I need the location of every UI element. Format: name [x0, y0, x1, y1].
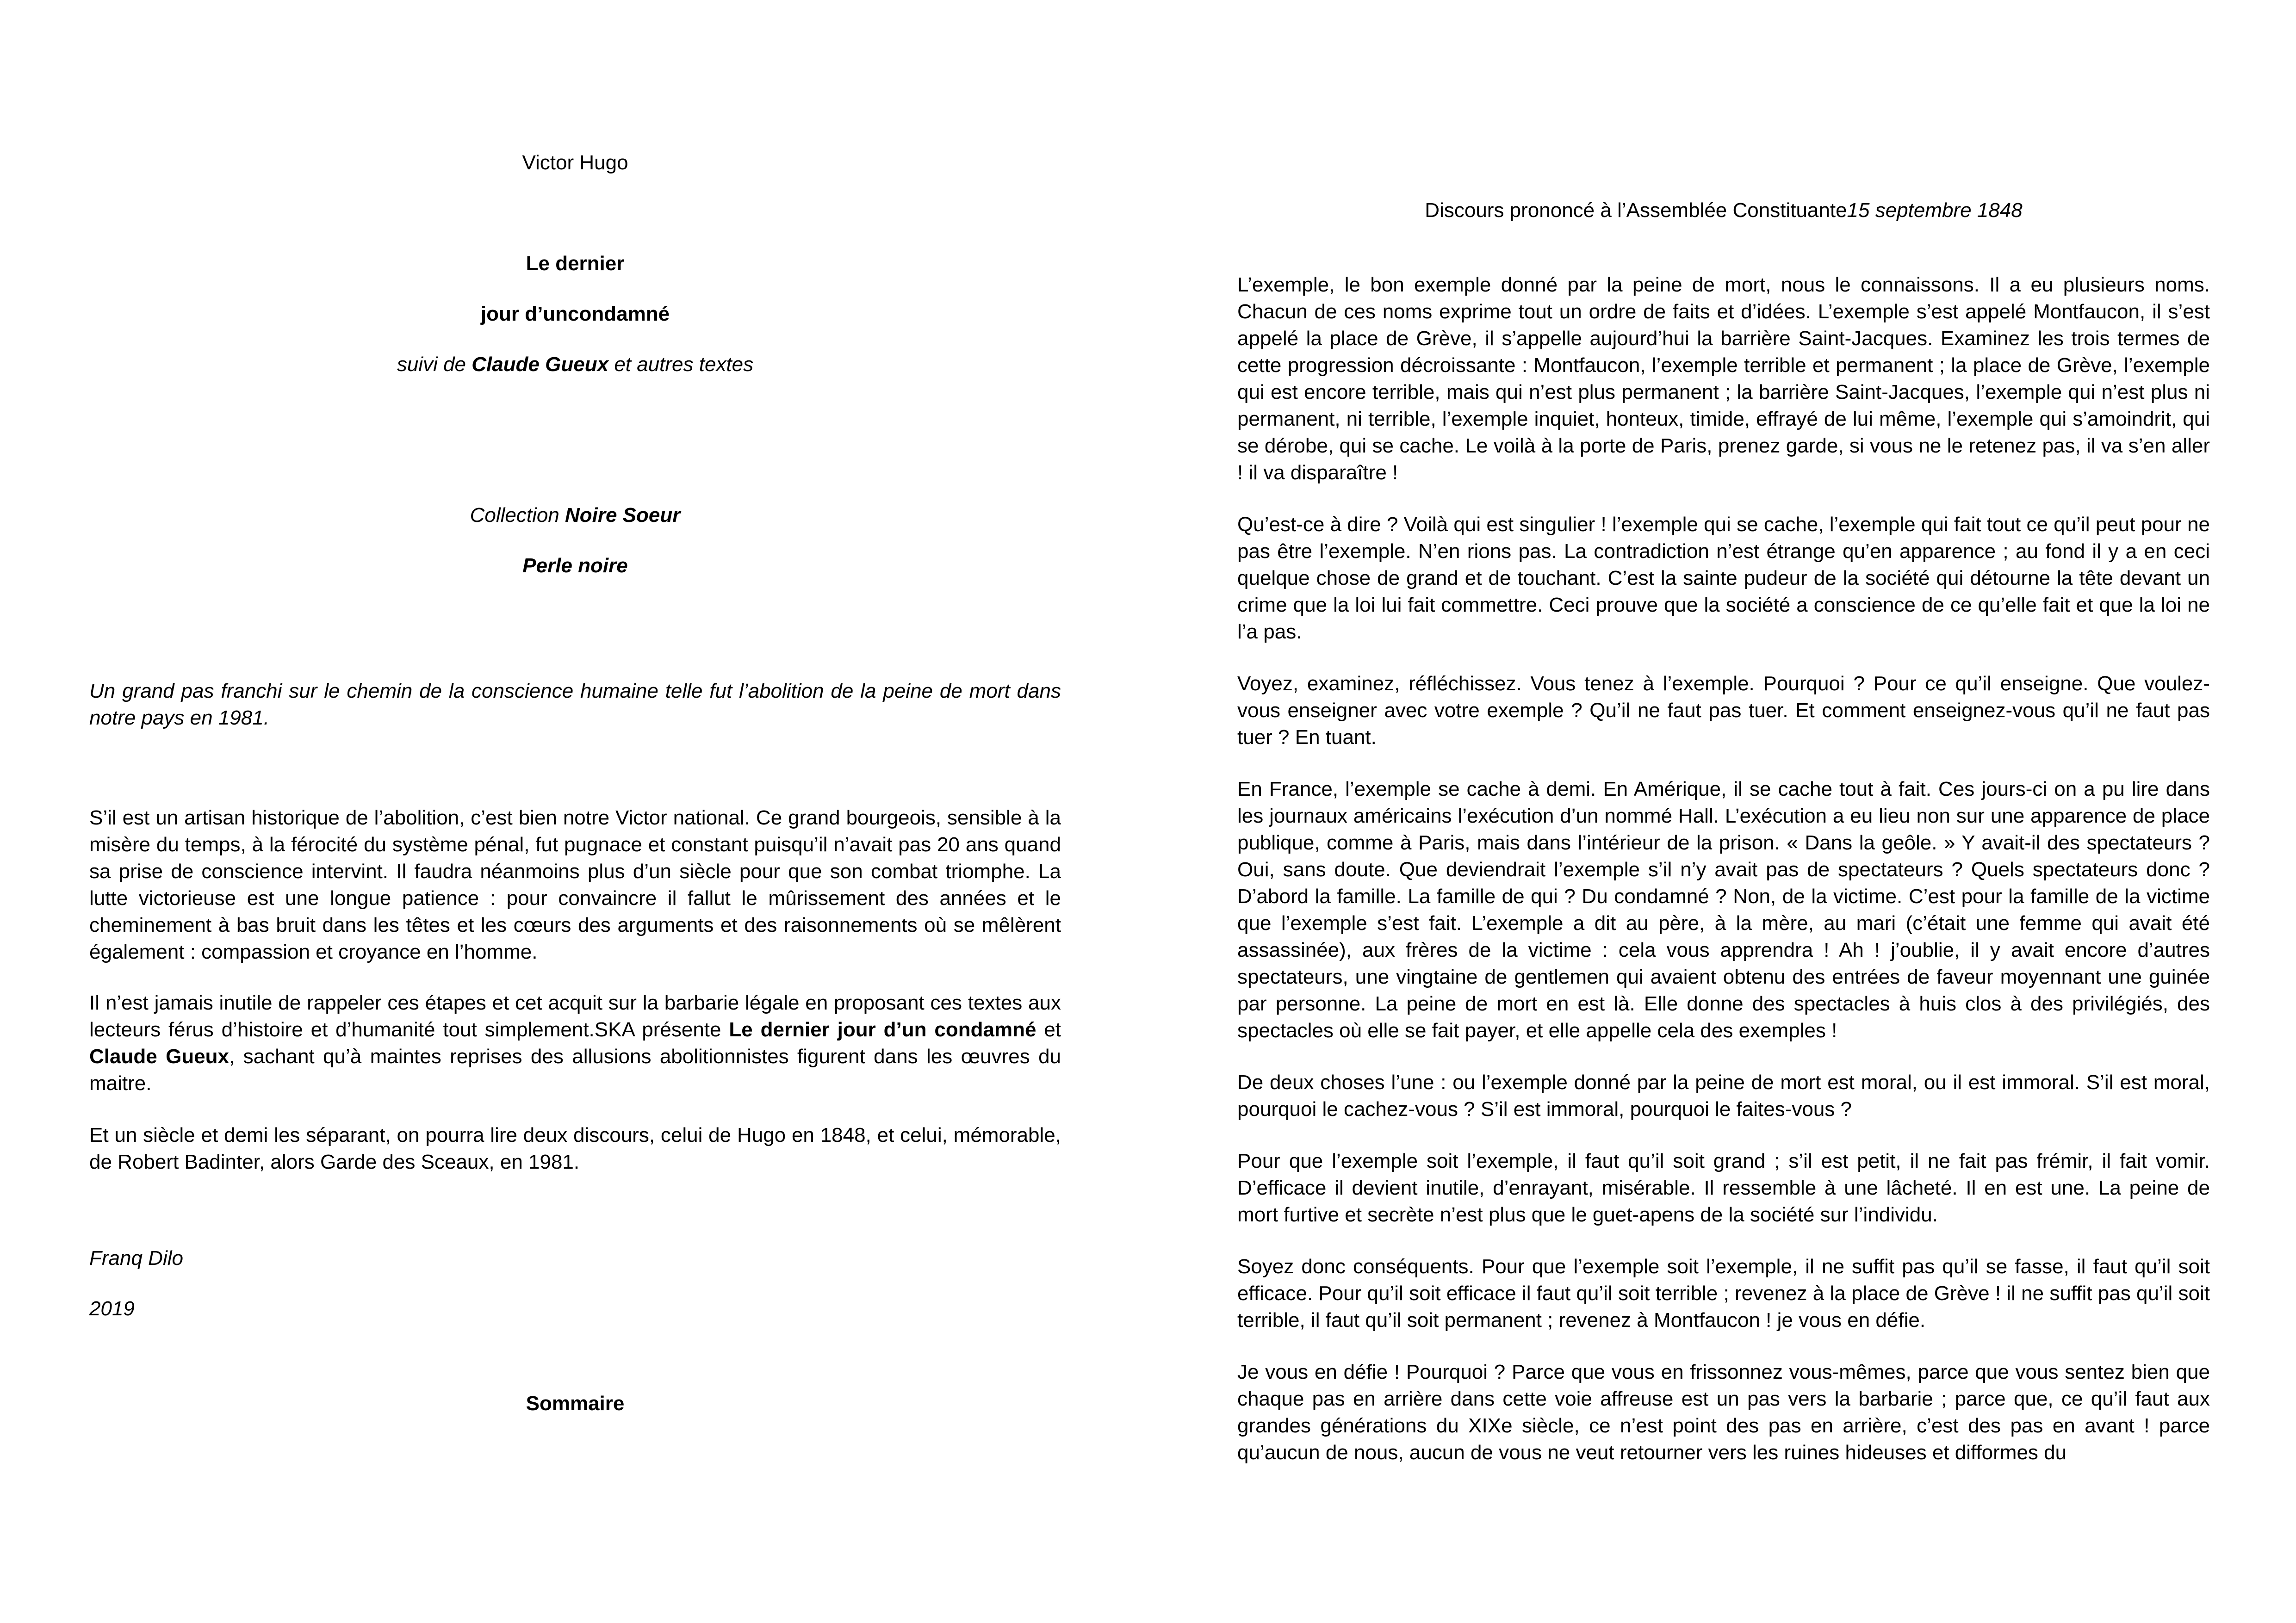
- subtitle-suffix: et autres textes: [608, 353, 754, 376]
- speech-paragraph: Pour que l’exemple soit l’exemple, il faut qu’il soit grand ; s’il est petit, il ne fait pas frémir, il fait vomir. D’efficace il devient inutile, d’enrayant, misérable. Il ressemble à une lâcheté. Il en est une. La peine de mort furtive et secrète n’est plus que le guet-apens de la société sur l’individu.: [1237, 1150, 2210, 1226]
- intro-paragraph-3: Et un siècle et demi les séparant, on pourra lire deux discours, celui de Hugo en 1848, et celui, mémorable, de Robert Badinter, alors Garde des Sceaux, en 1981.: [89, 1124, 1061, 1173]
- speech-date: 15 septembre 1848: [1847, 199, 2023, 222]
- intro-paragraph-2: [89, 990, 1061, 1097]
- collection-prefix: Collection: [470, 504, 565, 527]
- speech-paragraph: Soyez donc conséquents. Pour que l’exemple soit l’exemple, il ne suffit pas qu’il se fasse, il faut qu’il soit efficace. Pour qu’il soit efficace il faut qu’il soit terrible ; revenez à la place de Grève ! il ne suffit pas qu’il soit terrible, il faut qu’il soit permanent ; revenez à Montfaucon ! je vous en défie.: [1237, 1255, 2210, 1332]
- speech-heading: [1237, 197, 2210, 224]
- title-line-1: Le dernier: [526, 252, 625, 275]
- speech-body: [1237, 272, 2210, 1491]
- subtitle: [89, 351, 1061, 378]
- series-name: Perle noire: [522, 554, 628, 577]
- paragraph2-text-1: Il n’est jamais inutile de rappeler ces étapes et cet acquit sur la barbarie légale en proposant ces textes aux lecteurs férus d’histoire et d’humanité tout simplement.SKA présente: [89, 991, 1061, 1041]
- epigraph: Un grand pas franchi sur le chemin de la conscience humaine telle fut l’abolition de la peine de mort dans notre pays en 1981.: [89, 680, 1061, 729]
- book-title-1: Le dernier jour d’un condamné: [729, 1018, 1036, 1041]
- speech-paragraph: En France, l’exemple se cache à demi. En Amérique, il se cache tout à fait. Ces jours-ci on a pu lire dans les journaux américains l’exécution d’un nommé Hall. L’exécution a eu lieu non sur une apparence de place publique, comme à Paris, mais dans l’intérieur de la prison. « Dans la geôle. » Y avait-il des spectateurs ? Oui, sans doute. Que deviendrait l’exemple s’il n’y avait pas de spectateurs ? Quels spectateurs donc ? D’abord la famille. La famille de qui ? Du condamné ? Non, de la victime. C’est pour la famille de la victime que l’exemple s’est fait. L’exemple a dit au père, à la mère, au mari (c’était une femme qui avait été assassinée), aux frères de la victime : cela vous apprendra ! Ah ! j’oublie, il y avait encore d’autres spectateurs, une vingtaine de gentlemen qui avaient obtenu des entrées de faveur moyennant une guinée par personne. La peine de mort en est là. Elle donne des spectacles à huis clos à des privilégiés, des spectacles où elle se fait payer, et elle appelle cela des exemples !: [1237, 778, 2210, 1042]
- toc-heading: Sommaire: [526, 1392, 625, 1415]
- author-name: Victor Hugo: [522, 151, 628, 174]
- right-page: [1148, 0, 2296, 1623]
- title-line-2: jour d’uncondamné: [480, 303, 670, 325]
- paragraph2-text-2: et: [1036, 1018, 1061, 1041]
- subtitle-prefix: suivi de: [397, 353, 472, 376]
- subtitle-name: Claude Gueux: [472, 353, 609, 376]
- book-title-2: Claude Gueux: [89, 1045, 229, 1068]
- signature: Franq Dilo: [89, 1247, 183, 1270]
- paragraph2-text-3: , sachant qu’à maintes reprises des allusions abolitionnistes figurent dans les œuvres du maitre.: [89, 1045, 1061, 1095]
- speech-heading-text: Discours prononcé à l’Assemblée Constituante: [1425, 199, 1847, 222]
- speech-paragraph: Je vous en défie ! Pourquoi ? Parce que vous en frissonnez vous-mêmes, parce que vous sentez bien que chaque pas en arrière dans cette voie affreuse est un pas vers la barbarie ; parce que, ce qu’il faut aux grandes générations du XIXe siècle, ce n’est point des pas en arrière, c’est des pas en avant ! parce qu’aucun de nous, aucun de vous ne veut retourner vers les ruines hideuses et difformes du: [1237, 1361, 2210, 1464]
- speech-paragraph: L’exemple, le bon exemple donné par la peine de mort, nous le connaissons. Il a eu plusieurs noms. Chacun de ces noms exprime tout un ordre de faits et d’idées. L’exemple s’est appelé Montfaucon, il s’est appelé la place de Grève, il s’appelle aujourd’hui la barrière Saint-Jacques. Examinez les trois termes de cette progression décroissante : Montfaucon, l’exemple terrible et permanent ; la place de Grève, l’exemple qui est encore terrible, mais qui n’est plus permanent ; la barrière Saint-Jacques, l’exemple qui n’est plus ni permanent, ni terrible, l’exemple inquiet, honteux, timide, effrayé de lui même, l’exemple qui s’amoindrit, qui se dérobe, qui se cache. Le voilà à la porte de Paris, prenez garde, si vous ne le retenez pas, il va s’en aller ! il va disparaître !: [1237, 273, 2210, 484]
- collection-name: Noire Soeur: [565, 504, 681, 527]
- speech-paragraph: Qu’est-ce à dire ? Voilà qui est singulier ! l’exemple qui se cache, l’exemple qui fait tout ce qu’il peut pour ne pas être l’exemple. N’en rions pas. La contradiction n’est étrange qu’en apparence ; au fond il y a en ceci quelque chose de grand et de touchant. C’est la sainte pudeur de la société qui détourne la tête devant un crime que la loi lui fait commettre. Ceci prouve que la société a conscience de ce qu’elle fait et que la loi ne l’a pas.: [1237, 513, 2210, 643]
- speech-paragraph: De deux choses l’une : ou l’exemple donné par la peine de mort est moral, ou il est immoral. S’il est moral, pourquoi le cachez-vous ? S’il est immoral, pourquoi le faites-vous ?: [1237, 1071, 2210, 1121]
- collection-line: [89, 502, 1061, 529]
- intro-paragraph-1: S’il est un artisan historique de l’abolition, c’est bien notre Victor national. Ce grand bourgeois, sensible à la misère du temps, à la férocité du système pénal, fut pugnace et constant puisqu’il n’avait pas 20 ans quand sa prise de conscience intervint. Il faudra néanmoins plus d’un siècle pour que son combat triomphe. La lutte victorieuse est une longue patience : pour convaincre il fallut le mûrissement des années et le cheminement à bas bruit dans les têtes et les cœurs des arguments et des raisonnements où se mêlèrent également : compassion et croyance en l’homme.: [89, 806, 1061, 963]
- speech-paragraph: Voyez, examinez, réfléchissez. Vous tenez à l’exemple. Pourquoi ? Pour ce qu’il enseigne. Que voulez-vous enseigner avec votre exemple ? Qu’il ne faut pas tuer. Et comment enseignez-vous qu’il ne faut pas tuer ? En tuant.: [1237, 672, 2210, 749]
- signature-year: 2019: [89, 1297, 135, 1320]
